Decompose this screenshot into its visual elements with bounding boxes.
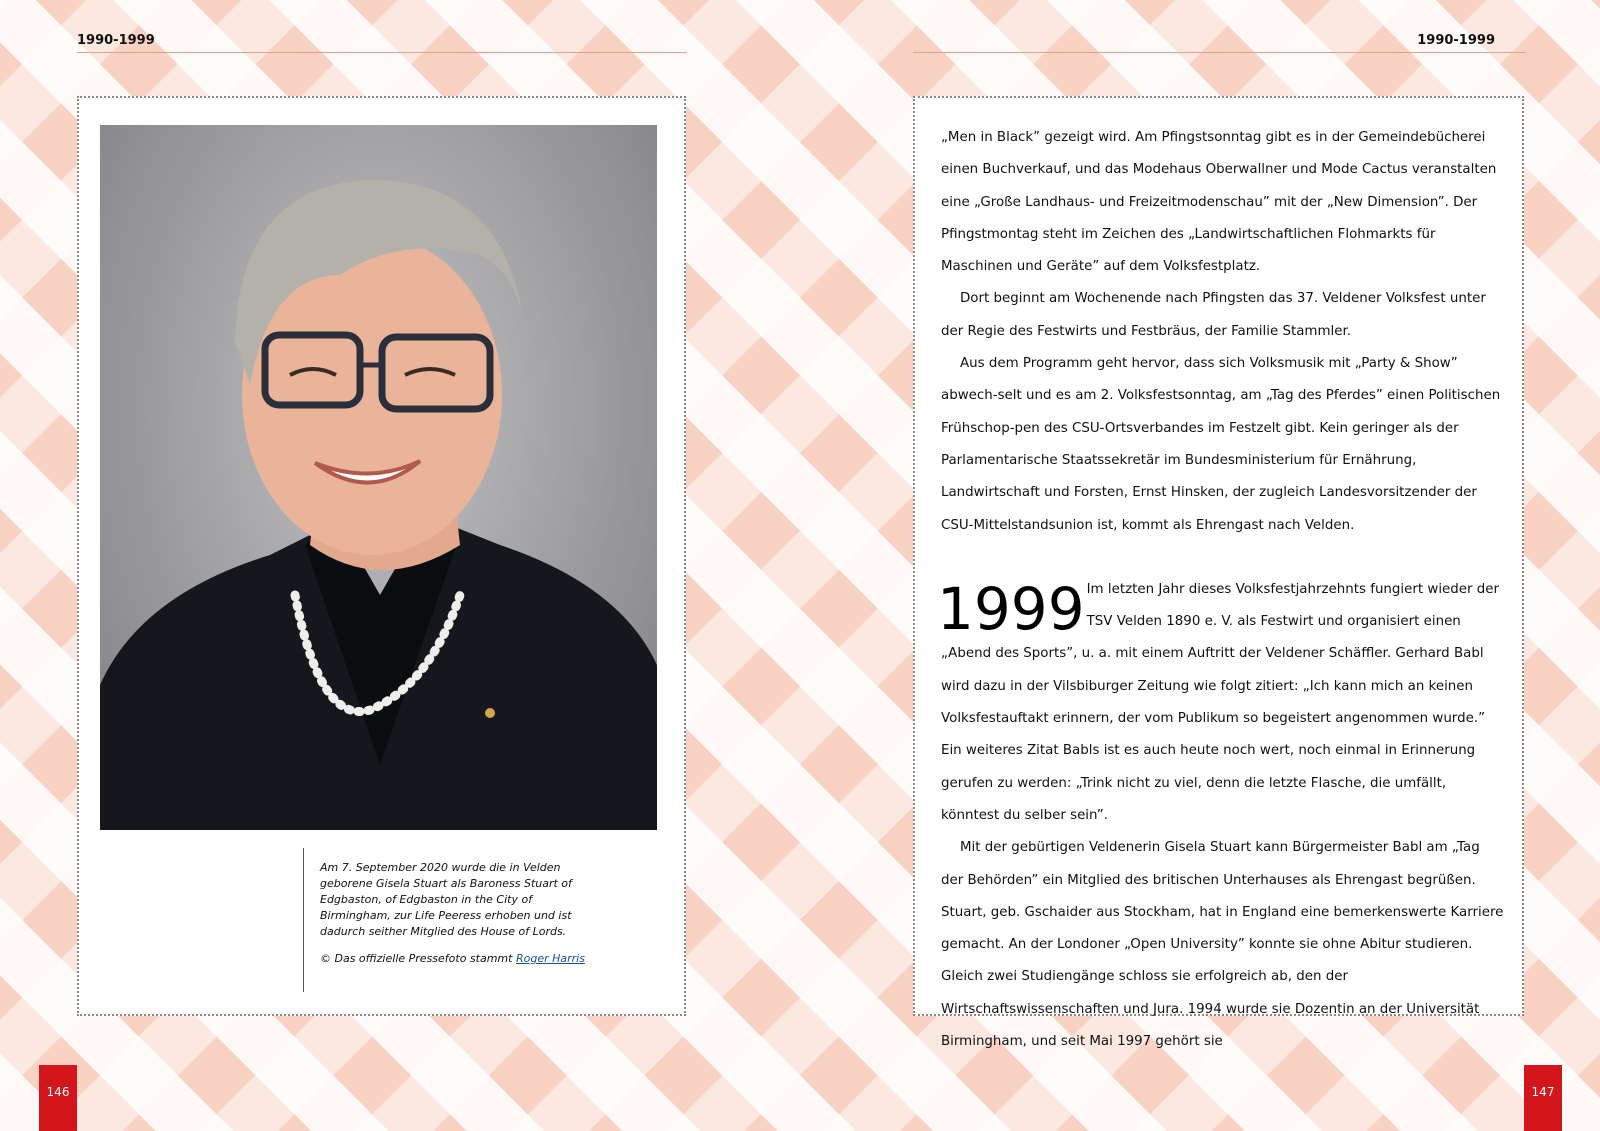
credit-link[interactable]: Roger Harris [515,952,585,965]
running-head-left: 1990-1999 [77,33,155,48]
header-rule-right [913,52,1526,53]
photo-panel [77,96,686,1016]
year-section [937,574,1506,832]
page-number-right: 147 [1524,1065,1562,1131]
caption-text: Am 7. September 2020 wurde die in Velden geborene Gisela Stuart als Baroness Stuart of Edgbaston, of Edgbaston in the City of Birmingham, zur Life Peeress erhoben und ist dadurch seither Mitglied des House of Lords. [320,861,572,938]
body-text [937,122,1506,1058]
photo-credit [320,952,603,965]
page-number-left: 146 [39,1065,77,1131]
paragraph-2: Dort beginnt am Wochenende nach Pfingsten das 37. Veldener Volksfest unter der Regie des Festwirts und Festbräus, der Familie Stammler. [941,291,1486,339]
portrait-illustration [100,125,657,830]
year-heading: 1999 [937,574,1085,643]
paragraph-3: Aus dem Programm geht hervor, dass sich Volksmusik mit „Party & Show” abwech-selt und es am 2. Volksfestsonntag, am „Tag des Pferdes” einen Politischen Frühschop-pen des CSU-Ortsverbandes im Festzelt gibt. Kein geringer als der Parlamentarische Staatssekretär im Bundesministerium für Ernährung, Landwirtschaft und Forsten, Ernst Hinsken, der zugleich Landesvorsitzender der CSU-Mittelstandsunion ist, kommt als Ehrengast nach Velden. [941,356,1501,533]
year-paragraph: Im letzten Jahr dieses Volksfestjahrzehnts fungiert wieder der TSV Velden 1890 e. V. als Festwirt und organisiert einen „Abend des Sports”, u. a. mit einem Auftritt der Veldener Schäffler. Gerhard Babl wird dazu in der Vilsbiburger Zeitung wie folgt zitiert: „Ich kann mich an keinen Volksfestauftakt erinnern, der vom Publikum so begeistert angenommen wurde.” Ein weiteres Zitat Babls ist es auch heute noch wert, noch einmal in Erinnerung gerufen zu werden: „Trink nicht zu viel, denn die letzte Flasche, die umfällt, könntest du selber sein”. [941,581,1500,823]
credit-prefix: © Das offizielle Pressefoto stammt [320,952,516,965]
running-head-right: 1990-1999 [1417,33,1495,48]
photo-caption [303,848,603,992]
header-rule-left [77,52,687,53]
paragraph-final: Mit der gebürtigen Veldenerin Gisela Stuart kann Bürgermeister Babl am „Tag der Behörden” ein Mitglied des britischen Unterhauses als Ehrengast begrüßen. Stuart, geb. Gschaider aus Stockham, hat in England eine bemerkenswerte Karriere gemacht. An der Londoner „Open University” konnte sie ohne Abitur studieren. Gleich zwei Studiengänge schloss sie erfolgreich ab, den der Wirtschaftswissenschaften und Jura. 1994 wurde sie Dozentin an der Universität Birmingham, und seit Mai 1997 gehört sie [941,840,1504,1050]
text-panel [913,96,1524,1050]
portrait-photo [100,125,657,830]
paragraph-1: „Men in Black” gezeigt wird. Am Pfingstsonntag gibt es in der Gemeindebücherei einen Buchverkauf, und das Modehaus Oberwallner und Mode Cactus veranstalten eine „Große Landhaus- und Freizeitmodenschau” mit der „New Dimension”. Der Pfingstmontag steht im Zeichen des „Landwirtschaftlichen Flohmarkts für Maschinen und Geräte” auf dem Volksfestplatz. [941,130,1497,275]
